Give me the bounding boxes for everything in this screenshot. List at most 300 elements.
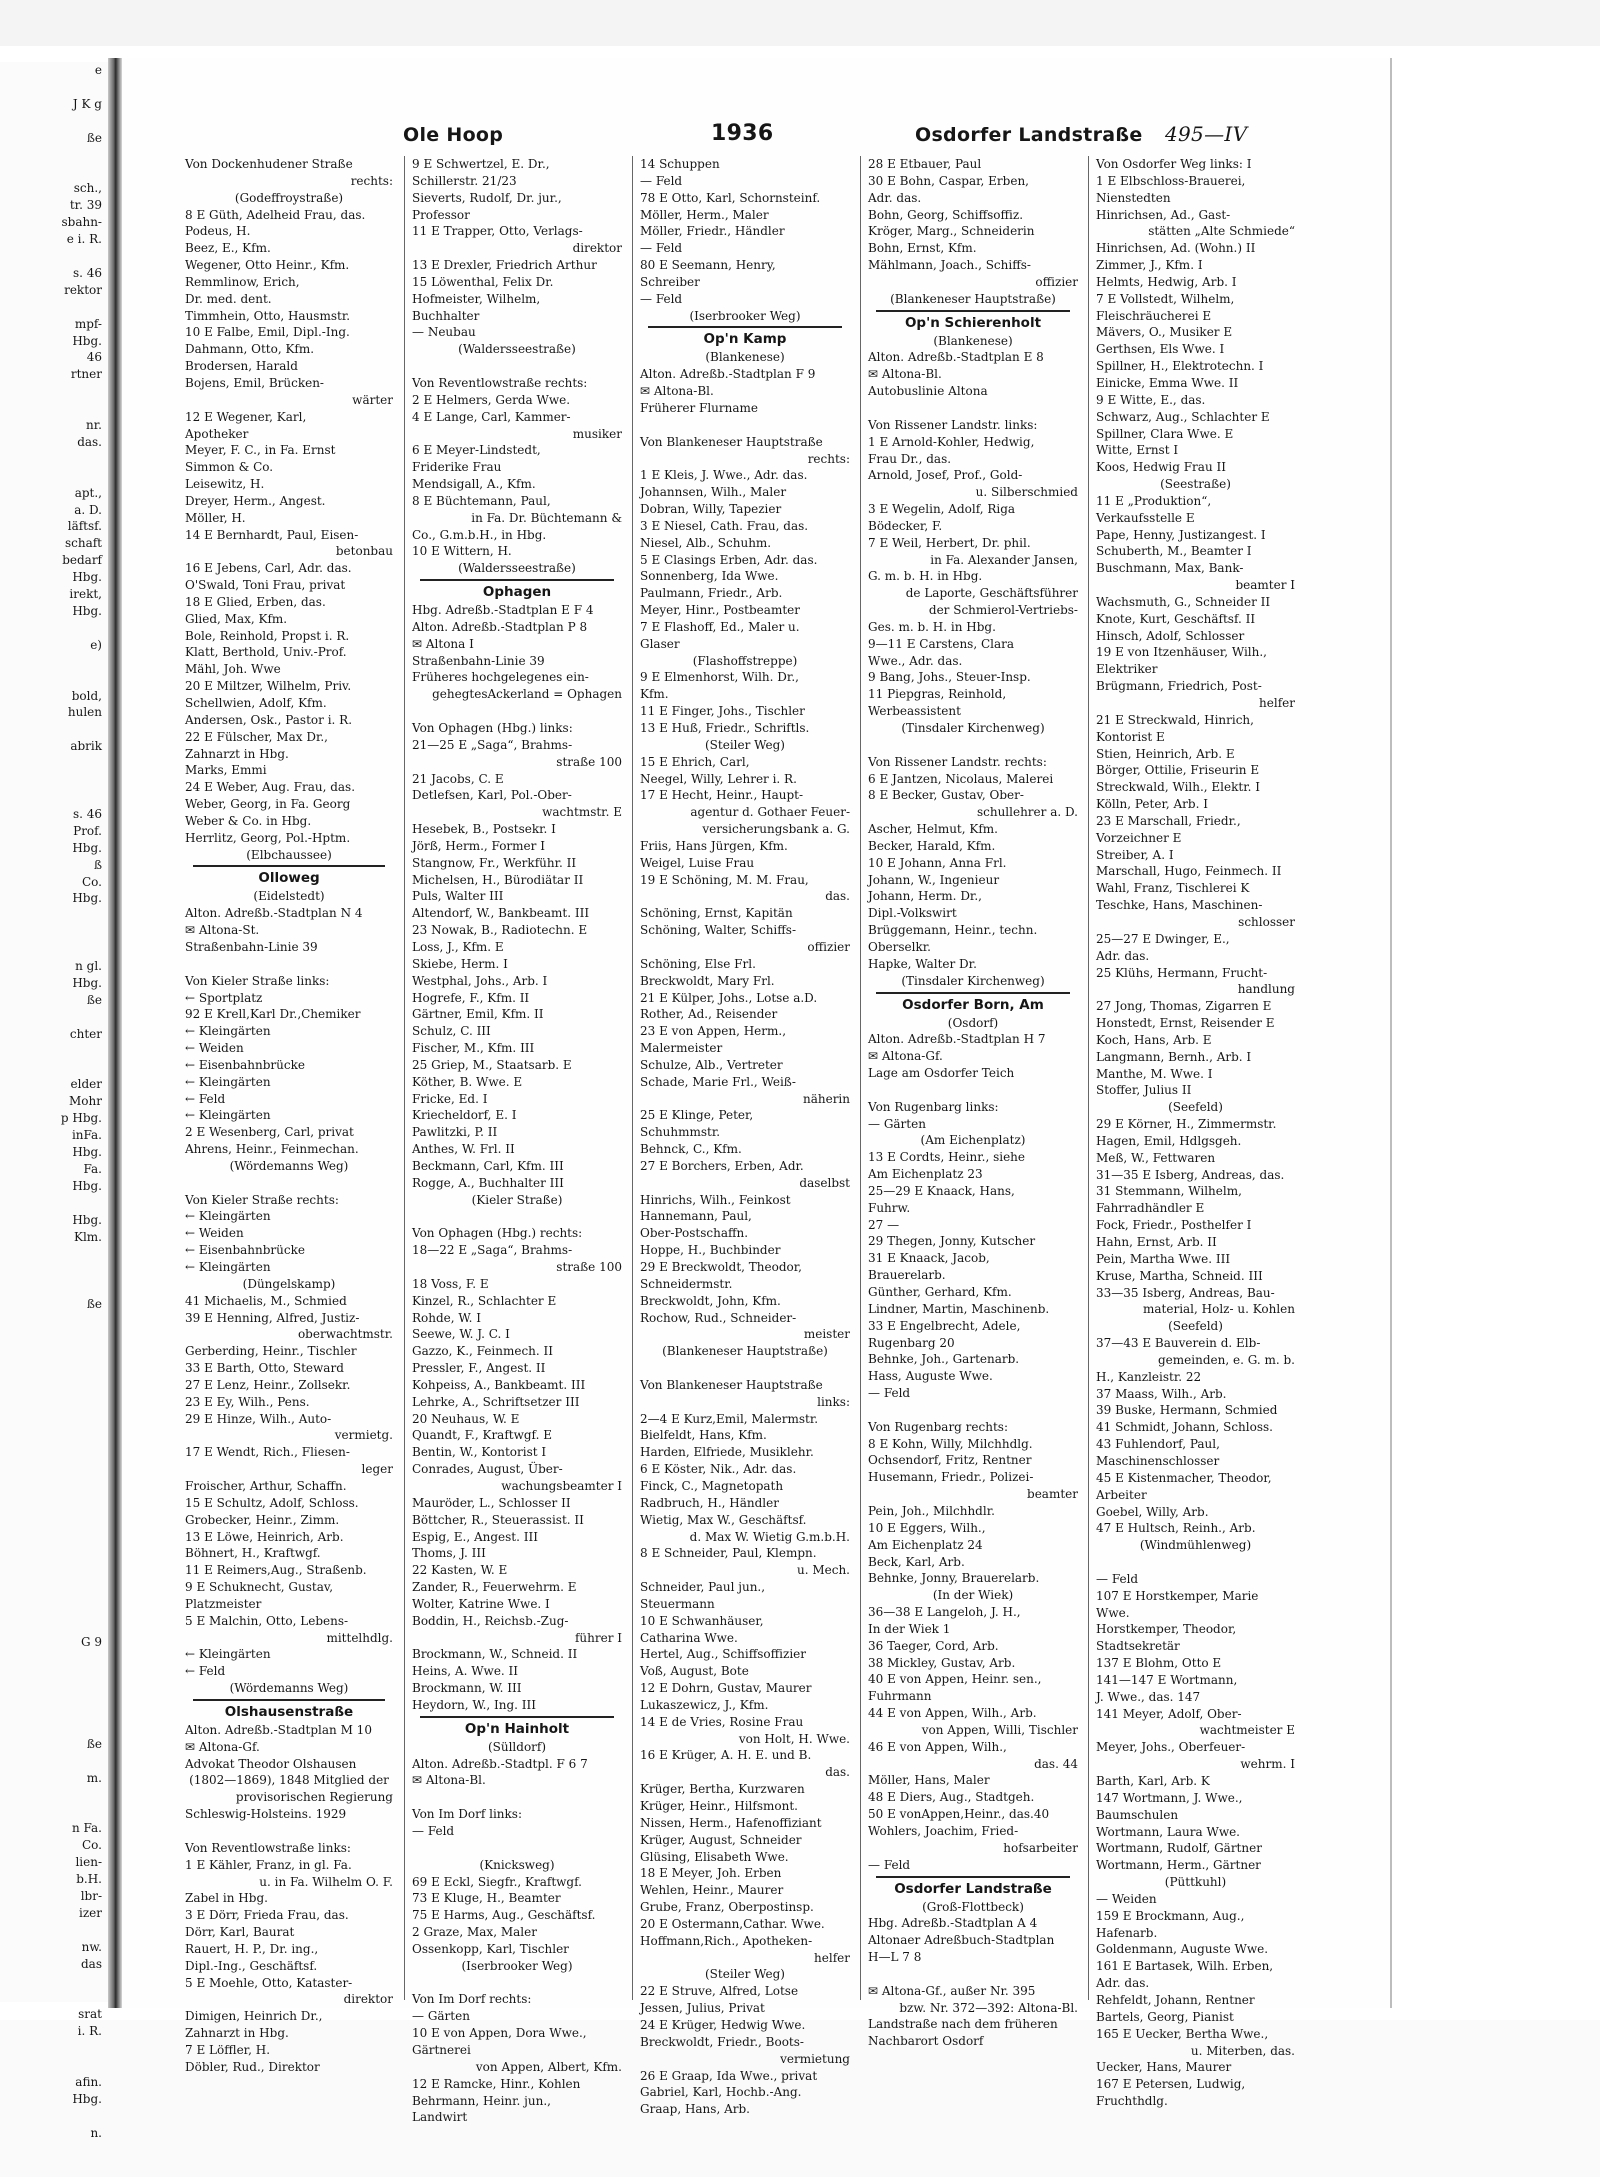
directory-line — [412, 1789, 622, 1806]
directory-line: Witte, Ernst I — [1096, 443, 1179, 458]
directory-line: Krüger, Bertha, Kurzwaren — [640, 1782, 805, 1797]
directory-line: ← Eisenbahnbrücke — [185, 1057, 305, 1072]
directory-line: Schneidermstr. — [640, 1276, 733, 1291]
directory-line: Klatt, Berthold, Univ.-Prof. — [185, 645, 347, 660]
directory-line: rechts: — [807, 451, 850, 466]
directory-line: Einicke, Emma Wwe. II — [1096, 375, 1239, 390]
directory-line: u. Mech. — [796, 1563, 850, 1578]
directory-line: Streckwald, Wilh., Elektr. I — [1096, 780, 1260, 795]
directory-line: 12 E Dohrn, Gustav, Maurer — [640, 1681, 812, 1696]
directory-line: 45 E Kistenmacher, Theodor, — [1096, 1470, 1272, 1485]
directory-line: Manthe, M. Wwe. I — [1096, 1066, 1213, 1081]
left-page-line: Hbg. — [72, 570, 102, 585]
left-page-line — [0, 1279, 108, 1296]
directory-line: Goebel, Willy, Arb. — [1096, 1504, 1209, 1519]
directory-line — [640, 417, 850, 434]
directory-line: Hbg. Adreßb.-Stadtplan A 4 — [868, 1916, 1038, 1931]
left-page-line — [0, 1448, 108, 1465]
directory-line: Baumschulen — [1096, 1807, 1179, 1822]
directory-line: (Groß-Flottbeck) — [922, 1899, 1024, 1914]
left-page-line: Hbg. — [72, 1212, 102, 1227]
directory-line: Von Im Dorf rechts: — [412, 1992, 532, 2007]
left-page-line: ße — [86, 1736, 102, 1751]
directory-line: 141 Meyer, Adolf, Ober- — [1096, 1706, 1242, 1721]
left-page-line — [0, 1685, 108, 1702]
directory-line: 6 E Meyer-Lindstedt, — [412, 443, 541, 458]
directory-line: — Feld — [868, 1386, 911, 1401]
directory-line: 25 Klühs, Hermann, Frucht- — [1096, 965, 1268, 980]
left-page-line — [0, 721, 108, 738]
left-page-line: J K g — [72, 96, 102, 111]
directory-line: Böhnert, H., Kraftwgf. — [185, 1546, 321, 1561]
directory-line: Beck, Karl, Arb. — [868, 1554, 965, 1569]
header-page-number: 495—IV — [1165, 122, 1248, 146]
directory-line: Breckwoldt, John, Kfm. — [640, 1293, 781, 1308]
directory-line: 28 E Etbauer, Paul — [868, 157, 982, 171]
left-page-line: Klm. — [74, 1229, 102, 1244]
directory-line: 21 E Streckwald, Hinrich, — [1096, 712, 1254, 727]
directory-line: 2 E Wesenberg, Carl, privat — [185, 1125, 354, 1140]
directory-line: von Appen, Albert, Kfm. — [475, 2059, 622, 2074]
directory-line: 48 E Diers, Aug., Stadtgeh. — [868, 1790, 1035, 1805]
header-year: 1936 — [711, 121, 774, 146]
left-page-line: e i. R. — [66, 232, 102, 247]
directory-line: Breckwoldt, Friedr., Boots- — [640, 2034, 804, 2049]
directory-line: Meß, W., Fettwaren — [1096, 1150, 1216, 1165]
directory-line: — Gärten — [412, 2009, 470, 2024]
directory-line: 22 Kasten, W. E — [412, 1563, 508, 1578]
directory-line: ← Kleingärten — [185, 1209, 271, 1224]
directory-line: oberwachtmstr. — [297, 1327, 393, 1342]
directory-line: 23 Nowak, B., Radiotechn. E — [412, 923, 588, 938]
directory-line: Werbeassistent — [868, 704, 961, 719]
directory-line: Kröger, Marg., Schneiderin — [868, 224, 1035, 239]
left-page-line: afin. — [75, 2074, 102, 2089]
directory-line: 2—4 E Kurz,Emil, Malermstr. — [640, 1411, 819, 1426]
directory-line: Verkaufsstelle E — [1096, 510, 1195, 525]
directory-line: 31 Stemmann, Wilhelm, — [1096, 1184, 1242, 1199]
directory-line: Zahnarzt in Hbg. — [185, 746, 289, 761]
directory-line: 11 E Trapper, Otto, Verlags- — [412, 224, 583, 239]
directory-line — [412, 1840, 622, 1857]
directory-line: 13 E Drexler, Friedrich Arthur — [412, 258, 597, 273]
directory-line: Fruchthdlg. — [1096, 2094, 1168, 2109]
column-separator — [632, 156, 633, 2000]
directory-line: Thoms, J. III — [412, 1546, 486, 1561]
left-page-line — [0, 468, 108, 485]
directory-line: Rugenbarg 20 — [868, 1335, 955, 1350]
left-page-line — [0, 1398, 108, 1415]
directory-line — [412, 358, 622, 375]
directory-line: Hbg. Adreßb.-Stadtplan E F 4 — [412, 603, 594, 618]
directory-line: — Feld — [640, 173, 683, 188]
directory-line: ← Weiden — [185, 1226, 244, 1241]
left-page-line: irekt, — [69, 587, 102, 602]
directory-line: — Gärten — [868, 1116, 926, 1131]
street-heading: Osdorfer Born, Am — [902, 996, 1044, 1013]
directory-line: offizier — [807, 939, 850, 954]
directory-line: Wehlen, Heinr., Maurer — [640, 1883, 784, 1898]
left-page-line — [0, 1972, 108, 1989]
directory-line: Hinrichsen, Ad., Gast- — [1096, 207, 1231, 222]
left-page-line — [0, 1364, 108, 1381]
left-page-line — [0, 1803, 108, 1820]
directory-line: 16 E Jebens, Carl, Adr. das. — [185, 561, 352, 576]
left-page-line: b.H. — [76, 1871, 102, 1886]
header-right-street: Osdorfer Landstraße — [915, 124, 1143, 146]
directory-line: Döbler, Rud., Direktor — [185, 2059, 320, 2074]
directory-line: 29 Thegen, Jonny, Kutscher — [868, 1234, 1036, 1249]
directory-line: Wolter, Katrine Wwe. I — [412, 1596, 550, 1611]
left-page-line: sch., — [73, 181, 102, 196]
directory-line: G. m. b. H. in Hbg. — [868, 569, 983, 584]
directory-line: 13 E Cordts, Heinr., siehe — [868, 1150, 1026, 1165]
directory-line: Möller, Herm., Maler — [640, 207, 769, 222]
left-page-line — [0, 1786, 108, 1803]
directory-line: 6 E Jantzen, Nicolaus, Malerei — [868, 771, 1054, 786]
left-page-line — [0, 1262, 108, 1279]
directory-line: (Blankenese) — [705, 350, 785, 365]
left-page-line: das. — [77, 434, 102, 449]
directory-line: bzw. Nr. 372—392: Altona-Bl. — [899, 2000, 1078, 2015]
left-page-line: chter — [69, 1026, 102, 1041]
directory-line: 7 E Weil, Herbert, Dr. phil. — [868, 535, 1031, 550]
directory-line: Von Kieler Straße rechts: — [185, 1192, 339, 1207]
directory-line: offizier — [1035, 274, 1078, 289]
directory-line: ✉ Altona-Gf., außer Nr. 395 — [868, 1983, 1036, 1998]
directory-line: Horstkemper, Theodor, — [1096, 1622, 1237, 1637]
directory-line: Landwirt — [412, 2110, 468, 2125]
left-page-line — [0, 1009, 108, 1026]
directory-line: Quandt, F., Kraftwgf. E — [412, 1428, 552, 1443]
directory-line: Möller, Friedr., Händler — [640, 224, 785, 239]
directory-line: 40 E von Appen, Heinr. sen., — [868, 1672, 1042, 1687]
directory-line: Podeus, H. — [185, 224, 251, 239]
directory-line: 39 Buske, Hermann, Schmied — [1096, 1403, 1278, 1418]
directory-line: Dörr, Karl, Baurat — [185, 1925, 295, 1940]
directory-line: Advokat Theodor Olshausen — [185, 1756, 357, 1771]
directory-line: Ascher, Helmut, Kfm. — [868, 822, 998, 837]
directory-line: 21 Jacobs, C. E — [412, 771, 504, 786]
directory-line: der Schmierol-Vertriebs- — [928, 603, 1078, 618]
directory-line: Pape, Henny, Justizangest. I — [1096, 527, 1266, 542]
directory-line: Apotheker — [185, 426, 249, 441]
directory-line: — Neubau — [412, 325, 476, 340]
directory-line: 11 Piepgras, Reinhold, — [868, 687, 1007, 702]
directory-line — [412, 1208, 622, 1225]
directory-line: 26 E Graap, Ida Wwe., privat — [640, 2068, 818, 2083]
directory-line: Autobuslinie Altona — [868, 384, 988, 399]
directory-line: Gerberding, Heinr., Tischler — [185, 1344, 357, 1359]
directory-line: Von Reventlowstraße rechts: — [412, 375, 588, 390]
directory-line: Glied, Max, Kfm. — [185, 611, 288, 626]
directory-line: Catharina Wwe. — [640, 1630, 738, 1645]
directory-line: (Steiler Weg) — [705, 737, 785, 752]
left-page-line — [0, 113, 108, 130]
directory-line: Zimmer, J., Kfm. I — [1096, 258, 1203, 273]
directory-line: Gärtnerei — [412, 2042, 471, 2057]
directory-line: Schöning, Else Frl. — [640, 956, 756, 971]
directory-line: Fock, Friedr., Posthelfer I — [1096, 1218, 1252, 1233]
directory-line: Brockmann, W. III — [412, 1681, 522, 1696]
directory-line: 78 E Otto, Karl, Schornsteinf. — [640, 190, 821, 205]
directory-line: Dipl.-Volkswirt — [868, 906, 957, 921]
directory-line: 46 E von Appen, Wilh., — [868, 1739, 1007, 1754]
directory-line: Schulz, C. III — [412, 1024, 491, 1039]
directory-line: Stien, Heinrich, Arb. E — [1096, 746, 1235, 761]
directory-line: schlosser — [1238, 914, 1295, 929]
left-page-line: e — [94, 63, 102, 77]
left-page-line: schaft — [64, 536, 102, 551]
directory-line: Niesel, Alb., Schuhm. — [640, 535, 772, 550]
directory-line: Radbruch, H., Händler — [640, 1495, 779, 1510]
directory-line: Schillerstr. 21/23 — [412, 173, 517, 188]
directory-line: Leisewitz, H. — [185, 477, 265, 492]
directory-line — [412, 703, 622, 720]
left-page-line — [0, 1617, 108, 1634]
directory-line: Alton. Adreßb.-Stadtplan P 8 — [412, 619, 588, 634]
directory-line: 12 E Ramcke, Hinr., Kohlen — [412, 2076, 581, 2091]
directory-line: Seewe, W. J. C. I — [412, 1327, 510, 1342]
page-header — [285, 118, 1295, 152]
directory-line: Hinsch, Adolf, Schlosser — [1096, 628, 1245, 643]
directory-line: Glaser — [640, 636, 680, 651]
directory-line: 18—22 E „Saga“, Brahms- — [412, 1243, 573, 1258]
left-page-line: a. D. — [74, 502, 102, 517]
directory-line: 23 E Marschall, Friedr., — [1096, 813, 1241, 828]
directory-line: Knote, Kurt, Geschäftsf. II — [1096, 611, 1256, 626]
directory-line: Hoffmann,Rich., Apotheken- — [640, 1933, 813, 1948]
left-page-line: s. 46 — [72, 806, 102, 821]
directory-line: (Tinsdaler Kirchenweg) — [901, 973, 1045, 988]
directory-line: ← Kleingärten — [185, 1108, 271, 1123]
directory-line: Hesebek, B., Postsekr. I — [412, 822, 556, 837]
left-page-line: ße — [86, 992, 102, 1007]
left-page-line — [0, 1600, 108, 1617]
directory-line: Fleischräucherei E — [1096, 308, 1212, 323]
directory-line: ← Eisenbahnbrücke — [185, 1243, 305, 1258]
directory-line: 7 E Flashoff, Ed., Maler u. — [640, 619, 800, 634]
directory-line: Gabriel, Karl, Hochb.-Ang. — [640, 2085, 802, 2100]
left-page-line: bold, — [71, 688, 102, 703]
directory-line: ← Kleingärten — [185, 1260, 271, 1274]
directory-line: Professor — [412, 207, 470, 222]
directory-line: 92 E Krell,Karl Dr.,Chemiker — [185, 1007, 361, 1022]
directory-line: Hinrichs, Wilh., Feinkost — [640, 1192, 791, 1207]
directory-line: 8 E Büchtemann, Paul, — [412, 493, 551, 508]
left-page-line: Hbg. — [72, 604, 102, 618]
directory-line: Friis, Hans Jürgen, Kfm. — [640, 838, 788, 853]
directory-line: Nachbarort Osdorf — [868, 2034, 984, 2049]
left-page-line — [0, 907, 108, 924]
directory-line: Adr. das. — [1096, 1976, 1150, 1991]
left-page-line: nr. — [86, 418, 102, 433]
directory-line: H., Kanzleistr. 22 — [1096, 1369, 1202, 1384]
directory-line: Wwe. — [1096, 1605, 1130, 1620]
directory-line: — Feld — [1096, 1571, 1139, 1586]
directory-line: Jörß, Herm., Former I — [412, 838, 545, 853]
left-page-line: tr. 39 — [69, 198, 102, 213]
directory-line: d. Max W. Wietig G.m.b.H. — [689, 1529, 850, 1544]
directory-line: gehegtesAckerland = Ophagen — [432, 687, 622, 702]
directory-line: material, Holz- u. Kohlen — [1143, 1302, 1295, 1317]
directory-line: 1 E Elbschloss-Brauerei, — [1096, 173, 1246, 188]
directory-line: Dimigen, Heinrich Dr., — [185, 2009, 323, 2024]
directory-line: 147 Wortmann, J. Wwe., — [1096, 1790, 1243, 1805]
directory-line: 24 E Krüger, Hedwig Wwe. — [640, 2017, 806, 2032]
directory-line: Hagen, Emil, Hdlgsgeh. — [1096, 1133, 1242, 1148]
directory-line: Ossenkopp, Karl, Tischler — [412, 1941, 569, 1956]
directory-line: Voß, August, Bote — [640, 1664, 749, 1679]
directory-line: Bödecker, F. — [868, 518, 943, 533]
left-page-line — [0, 2057, 108, 2074]
left-page-line: srat — [78, 2007, 102, 2022]
directory-line: Kriecheldorf, E. I — [412, 1108, 517, 1123]
directory-line: — Feld — [412, 1824, 455, 1838]
section-rule — [868, 990, 1078, 996]
directory-line: 18 E Glied, Erben, das. — [185, 594, 326, 609]
directory-line: Teschke, Hans, Maschinen- — [1096, 898, 1263, 913]
left-page-line: s. 46 — [72, 265, 102, 280]
directory-line: mittelhdlg. — [326, 1630, 393, 1645]
directory-line: 25—27 E Dwinger, E., — [1096, 931, 1230, 946]
directory-line: ✉ Altona-Bl. — [412, 1773, 486, 1788]
directory-line: Von Reventlowstraße links: — [185, 1840, 351, 1855]
left-page-fragment — [0, 62, 108, 2140]
directory-line: Johannsen, Wilh., Maler — [640, 485, 787, 500]
directory-line: Pein, Martha Wwe. III — [1096, 1251, 1231, 1266]
directory-line: (Seefeld) — [1168, 1100, 1223, 1115]
directory-line: Buschmann, Max, Bank- — [1096, 561, 1244, 576]
directory-line — [868, 737, 1078, 754]
left-page-line — [0, 451, 108, 468]
directory-line: ← Weiden — [185, 1041, 244, 1056]
left-page-line: apt., — [74, 485, 102, 500]
left-page-line: Hbg. — [72, 891, 102, 906]
directory-line: Kölln, Peter, Arb. I — [1096, 797, 1208, 812]
directory-line: Von Rugenbarg links: — [868, 1099, 999, 1114]
left-page-line: mpf- — [74, 316, 102, 331]
directory-line: Dobran, Willy, Tapezier — [640, 502, 782, 517]
directory-line: das. — [825, 1765, 850, 1780]
directory-line: direktor — [343, 1992, 393, 2007]
column-separator — [404, 156, 405, 2000]
street-heading: Olloweg — [258, 870, 320, 887]
directory-line: 37—43 E Bauverein d. Elb- — [1096, 1336, 1261, 1351]
directory-line: ← Sportplatz — [185, 990, 263, 1005]
directory-line: 41 Michaelis, M., Schmied — [185, 1293, 347, 1308]
directory-line: 44 E von Appen, Wilh., Arb. — [868, 1706, 1037, 1721]
directory-line: 29 E Breckwoldt, Theodor, — [640, 1260, 802, 1274]
column-separator — [860, 156, 861, 2000]
left-page-line: n. — [90, 2125, 102, 2140]
directory-line: Bohn, Georg, Schiffsoffiz. — [868, 207, 1024, 222]
directory-line: 20 E Ostermann,Cathar. Wwe. — [640, 1916, 825, 1931]
directory-line: Wahl, Franz, Tischlerei K — [1096, 881, 1250, 896]
directory-line: Wegener, Otto Heinr., Kfm. — [185, 258, 350, 273]
directory-line: 15 E Schultz, Adolf, Schloss. — [185, 1495, 359, 1510]
directory-line: Pressler, F., Angest. II — [412, 1361, 546, 1376]
directory-line: Spillner, Clara Wwe. E — [1096, 426, 1234, 441]
column-5 — [1096, 156, 1295, 2109]
directory-line: 7 E Löffler, H. — [185, 2042, 271, 2057]
directory-line: Espig, E., Angest. III — [412, 1529, 538, 1544]
left-page-line: i. R. — [77, 2024, 102, 2039]
directory-line: von Holt, H. Wwe. — [738, 1731, 850, 1746]
directory-line: betonbau — [335, 544, 393, 559]
left-page-line: n Fa. — [71, 1821, 102, 1836]
directory-line: (Waldersseestraße) — [458, 342, 576, 357]
directory-line: Weber, Georg, in Fa. Georg — [185, 797, 351, 812]
left-page-line — [0, 1347, 108, 1364]
directory-line: 10 E von Appen, Dora Wwe., — [412, 2026, 587, 2041]
directory-line: Neegel, Willy, Lehrer i. R. — [640, 771, 797, 786]
directory-line: u. in Fa. Wilhelm O. F. — [259, 1874, 393, 1889]
directory-line: 37 Maass, Wilh., Arb. — [1096, 1386, 1227, 1401]
directory-line: Koos, Hedwig Frau II — [1096, 460, 1226, 475]
directory-line: Beckmann, Carl, Kfm. III — [412, 1158, 564, 1173]
directory-line: Rother, Ad., Reisender — [640, 1007, 778, 1022]
directory-line: 7 E Vollstedt, Wilhelm, — [1096, 291, 1235, 306]
directory-line: Michelsen, H., Bürodiätar II — [412, 872, 584, 887]
directory-line: 107 E Horstkemper, Marie — [1096, 1588, 1259, 1603]
directory-line: 161 E Bartasek, Wilh. Erben, — [1096, 1959, 1274, 1974]
street-heading: Osdorfer Landstraße — [894, 1880, 1052, 1897]
directory-line: Graap, Hans, Arb. — [640, 2102, 750, 2117]
column-2 — [412, 156, 622, 2125]
directory-line: wehrm. I — [1240, 1757, 1295, 1772]
directory-line: 33 E Engelbrecht, Adele, — [868, 1318, 1021, 1333]
directory-line: 29 E Hinze, Wilh., Auto- — [185, 1411, 332, 1426]
directory-line: H—L 7 8 — [868, 1950, 922, 1965]
directory-line: Wachsmuth, G., Schneider II — [1096, 594, 1271, 609]
left-page-line: ß — [93, 857, 102, 872]
directory-line: Ober-Postschaffn. — [640, 1226, 749, 1241]
directory-line: 11 E „Produktion“, — [1096, 493, 1212, 508]
left-page-line: lbr- — [80, 1888, 102, 1903]
left-page-line — [0, 1753, 108, 1770]
directory-line: Hoppe, H., Buchbinder — [640, 1243, 781, 1258]
directory-line: 4 E Lange, Carl, Kammer- — [412, 409, 571, 424]
directory-line: 21 E Külper, Johs., Lotse a.D. — [640, 990, 818, 1005]
column-separator — [1088, 156, 1089, 2000]
directory-line: 9 Bang, Johs., Steuer-Insp. — [868, 670, 1031, 685]
directory-line: 14 E Bernhardt, Paul, Eisen- — [185, 527, 359, 542]
directory-line: Nissen, Herm., Hafenoffiziant — [640, 1815, 822, 1830]
directory-line: Wortmann, Laura Wwe. — [1096, 1824, 1240, 1839]
directory-line: Ochsendorf, Fritz, Rentner — [868, 1453, 1032, 1468]
directory-line: Pawlitzki, P. II — [412, 1125, 498, 1140]
left-page-line: inFa. — [71, 1128, 102, 1143]
directory-line: Bielfeldt, Hans, Kfm. — [640, 1428, 767, 1443]
directory-line: 33—35 Isberg, Andreas, Bau- — [1096, 1285, 1275, 1300]
directory-line: 16 E Krüger, A. H. E. und B. — [640, 1748, 812, 1763]
scan-top-margin — [0, 0, 1600, 46]
directory-line: Alton. Adreßb.-Stadtplan N 4 — [185, 906, 363, 921]
directory-line: 9 E Schwertzel, E. Dr., — [412, 157, 550, 171]
left-page-line — [0, 1245, 108, 1262]
directory-line: 25 Griep, M., Staatsarb. E — [412, 1057, 572, 1072]
directory-line: Timmhein, Otto, Hausmstr. — [185, 308, 351, 323]
directory-line: Hogrefe, F., Kfm. II — [412, 990, 530, 1005]
directory-line: agentur d. Gothaer Feuer- — [690, 805, 850, 820]
directory-line: Meyer, Johs., Oberfeuer- — [1096, 1740, 1246, 1755]
directory-line: Hinrichsen, Ad. (Wohn.) II — [1096, 241, 1256, 256]
left-page-line: das — [81, 1956, 102, 1971]
directory-line: 27 E Lenz, Heinr., Zollsekr. — [185, 1377, 351, 1392]
directory-columns — [185, 156, 1295, 2125]
directory-line: (Iserbrooker Weg) — [689, 308, 801, 323]
